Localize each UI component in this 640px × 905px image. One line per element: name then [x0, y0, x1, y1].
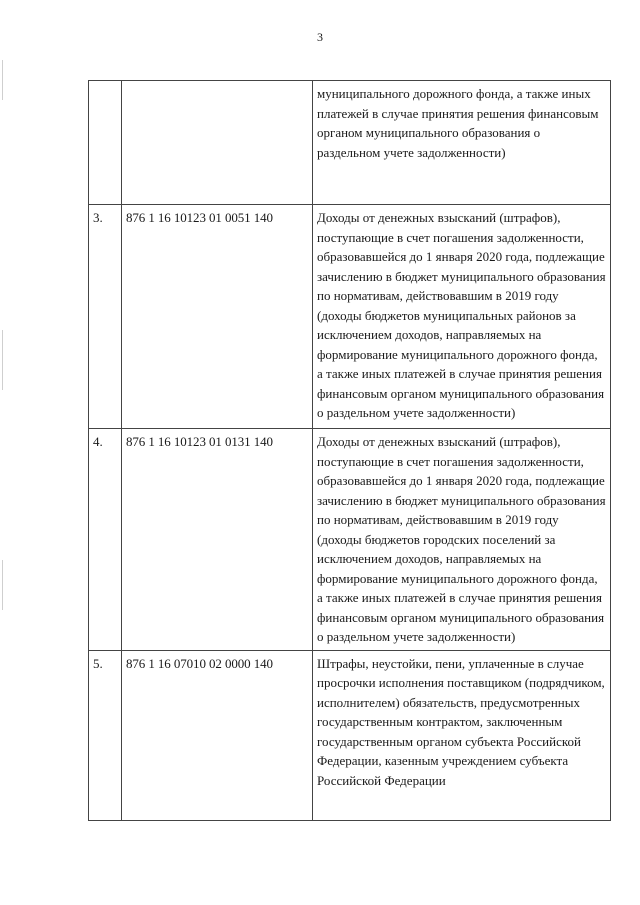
budget-code: 876 1 16 07010 02 0000 140: [122, 650, 313, 820]
scan-edge-mark: [2, 330, 3, 390]
table-row: [89, 650, 611, 820]
revenue-description: Доходы от денежных взысканий (штрафов), поступающие в счет погашения задолженности, образовавшейся до 1 января 2020 года, подлежащие зачислению в бюджет муниципального образования по нормативам, действовавшим в 2019 году (доходы бюджетов муниципальных районов за исключением доходов, направляемых на формирование муниципального дорожного фонда, а также иных платежей в случае принятия решения финансовым органом муниципального образования о раздельном учете задолженности): [313, 205, 611, 429]
table-row: [89, 81, 611, 205]
row-number: [89, 81, 122, 205]
table-row: [89, 205, 611, 429]
budget-code: [122, 81, 313, 205]
row-number: 3.: [89, 205, 122, 429]
budget-code: 876 1 16 10123 01 0051 140: [122, 205, 313, 429]
scan-edge-mark: [2, 560, 3, 610]
revenue-description: Штрафы, неустойки, пени, уплаченные в случае просрочки исполнения поставщиком (подрядчиком, исполнителем) обязательств, предусмотренных государственным контрактом, заключенным государственным органом субъекта Российской Федерации, казенным учреждением субъекта Российской Федерации: [313, 650, 611, 820]
revenue-description: Доходы от денежных взысканий (штрафов), поступающие в счет погашения задолженности, образовавшейся до 1 января 2020 года, подлежащие зачислению в бюджет муниципального образования по нормативам, действовавшим в 2019 году (доходы бюджетов городских поселений за исключением доходов, направляемых на формирование муниципального дорожного фонда, а также иных платежей в случае принятия решения финансовым органом муниципального образования о раздельном учете задолженности): [313, 429, 611, 651]
scan-edge-mark: [2, 60, 3, 100]
row-number: 5.: [89, 650, 122, 820]
budget-code: 876 1 16 10123 01 0131 140: [122, 429, 313, 651]
page-number: 3: [317, 30, 323, 44]
row-number: 4.: [89, 429, 122, 651]
revenue-codes-table: [88, 80, 611, 821]
table-row: [89, 429, 611, 651]
revenue-description: муниципального дорожного фонда, а также иных платежей в случае принятия решения финансовым органом муниципального образования о раздельном учете задолженности): [313, 81, 611, 205]
